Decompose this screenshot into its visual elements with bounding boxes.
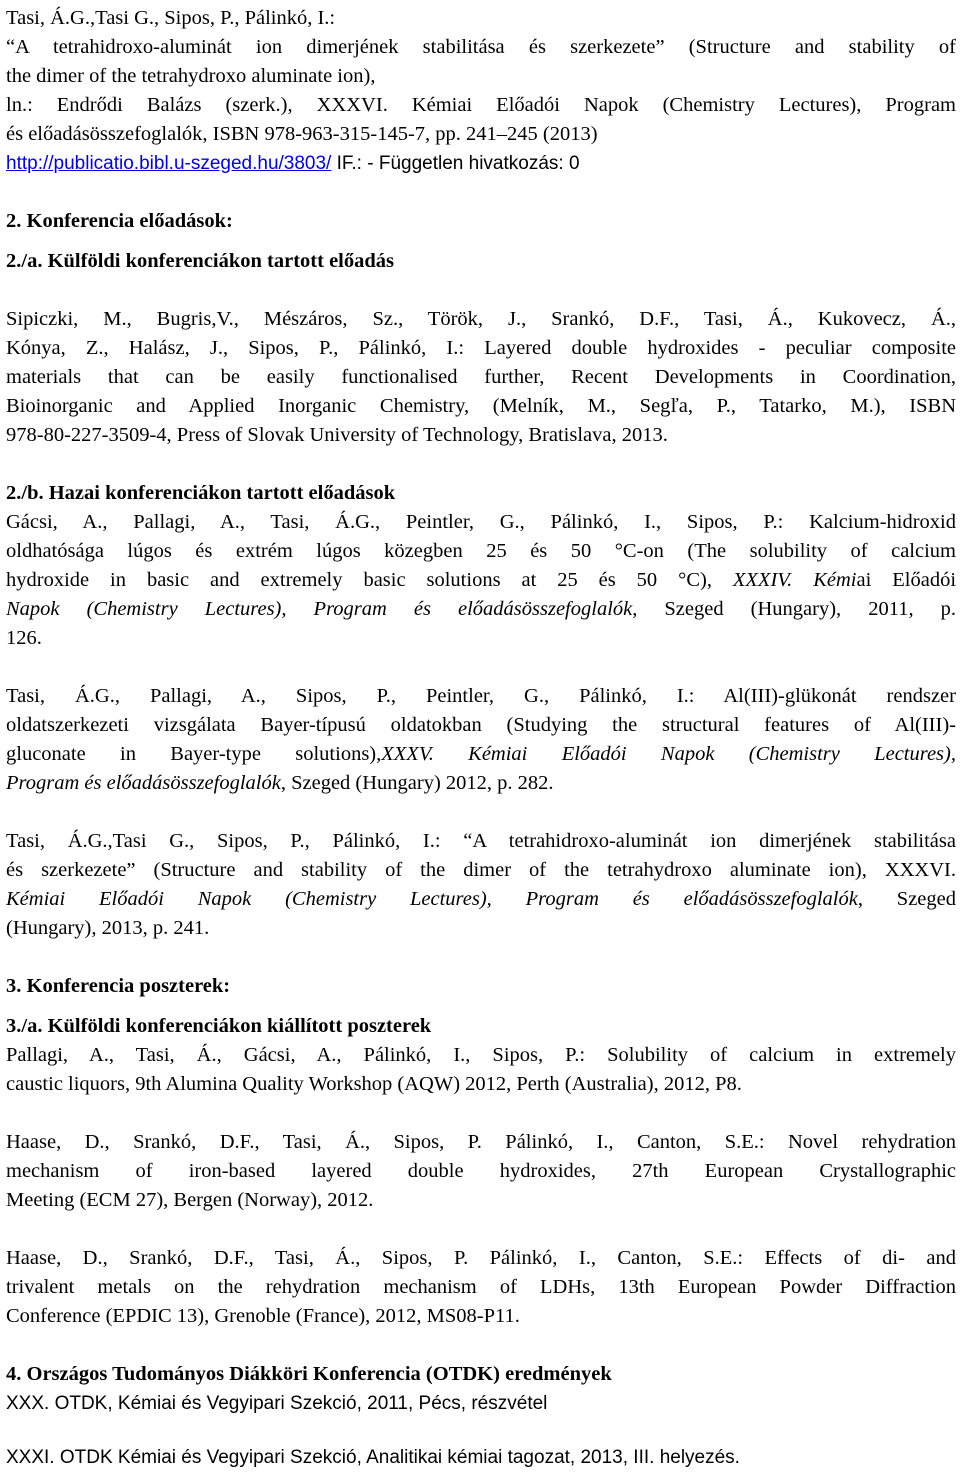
ref-title-line: the dimer of the tetrahydroxo aluminate ion), <box>6 65 376 87</box>
ref-line: és szerkezete” (Structure and stability of the dimer of the tetrahydroxo aluminate ion), XXXVI. <box>6 859 956 881</box>
otdk-item: XXXI. OTDK Kémiai és Vegyipari Szekció, Analitikai kémiai tagozat, 2013, III. helyezés. <box>6 1447 740 1468</box>
ref-authors: Tasi, Á.G.,Tasi G., Sipos, P., Pálinkó, I.: <box>6 7 336 29</box>
ref-line: Haase, D., Srankó, D.F., Tasi, Á., Sipos, P. Pálinkó, I., Canton, S.E.: Effects of di- and <box>6 1247 956 1269</box>
ref-line <box>6 769 956 798</box>
section-heading: 3. Konferencia poszterek: <box>6 975 231 997</box>
ref-line: Conference (EPDIC 13), Grenoble (France), 2012, MS08-P11. <box>6 1305 520 1327</box>
ref-text: hydroxide in basic and extremely basic solutions at 25 és 50 °C), <box>6 569 733 591</box>
ref-conference-italic: Kémiai Előadói Napok (Chemistry Lectures), Program és előadásösszefoglalók <box>6 888 858 910</box>
ref-conference-italic: Napok (Chemistry Lectures), Program és előadásösszefoglalók <box>6 598 633 620</box>
ref-line: caustic liquors, 9th Alumina Quality Workshop (AQW) 2012, Perth (Australia), 2012, P8. <box>6 1073 742 1095</box>
ref-editor-line: ln.: Endrődi Balázs (szerk.), XXXVI. Kémiai Előadói Napok (Chemistry Lectures), Program <box>6 94 956 116</box>
ref-line <box>6 595 956 624</box>
ref-text: , Szeged <box>857 888 956 910</box>
ref-title-line: “A tetrahidroxo-aluminát ion dimerjének stabilitása és szerkezete” (Structure and stability of <box>6 36 956 58</box>
citation-count: IF.: - Független hivatkozás: 0 <box>331 153 580 174</box>
ref-line <box>6 885 956 914</box>
ref-text: , Szeged (Hungary) 2012, p. 282. <box>280 772 554 794</box>
ref-line: mechanism of iron-based layered double hydroxides, 27th European Crystallographic <box>6 1160 956 1182</box>
ref-text: gluconate in Bayer-type solutions), <box>6 743 382 765</box>
ref-line: oldatszerkezeti vizsgálata Bayer-típusú oldatokban (Studying the structural features of Al(III)- <box>6 714 956 736</box>
ref-line: Tasi, Á.G., Pallagi, A., Sipos, P., Peintler, G., Pálinkó, I.: Al(III)-glükonát rendszer <box>6 685 956 707</box>
ref-line: Kónya, Z., Halász, J., Sipos, P., Pálinkó, I.: Layered double hydroxides - peculiar composite <box>6 337 956 359</box>
ref-link-line <box>6 149 956 178</box>
ref-line: Gácsi, A., Pallagi, A., Tasi, Á.G., Peintler, G., Pálinkó, I., Sipos, P.: Kalcium-hidroxid <box>6 511 956 533</box>
ref-text: ai Előadói <box>856 569 956 591</box>
ref-line: Meeting (ECM 27), Bergen (Norway), 2012. <box>6 1189 374 1211</box>
ref-conference-italic: Program és előadásösszefoglalók <box>6 772 281 794</box>
ref-conference-italic: XXXV. Kémiai Előadói Napok (Chemistry Lectures), <box>381 743 956 765</box>
ref-line: Sipiczki, M., Bugris,V., Mészáros, Sz., Török, J., Srankó, D.F., Tasi, Á., Kukovecz, Á., <box>6 308 956 330</box>
subsection-heading: 2./a. Külföldi konferenciákon tartott előadás <box>6 250 394 272</box>
ref-isbn-line: és előadásösszefoglalók, ISBN 978-963-315-145-7, pp. 241–245 (2013) <box>6 123 598 145</box>
ref-line: Pallagi, A., Tasi, Á., Gácsi, A., Pálinkó, I., Sipos, P.: Solubility of calcium in extremely <box>6 1044 956 1066</box>
ref-line: Tasi, Á.G.,Tasi G., Sipos, P., Pálinkó, I.: “A tetrahidroxo-aluminát ion dimerjének stabilitása <box>6 830 956 852</box>
ref-line: 126. <box>6 627 42 649</box>
subsection-heading: 3./a. Külföldi konferenciákon kiállított poszterek <box>6 1015 432 1037</box>
ref-conference-italic: XXXIV. Kémi <box>732 569 857 591</box>
subsection-heading: 2./b. Hazai konferenciákon tartott előadások <box>6 482 396 504</box>
ref-line: 978-80-227-3509-4, Press of Slovak University of Technology, Bratislava, 2013. <box>6 424 668 446</box>
section-heading: 4. Országos Tudományos Diákköri Konferencia (OTDK) eredmények <box>6 1363 612 1385</box>
ref-line: Haase, D., Srankó, D.F., Tasi, Á., Sipos, P. Pálinkó, I., Canton, S.E.: Novel rehydration <box>6 1131 956 1153</box>
ref-text: , Szeged (Hungary), 2011, p. <box>632 598 956 620</box>
ref-line: trivalent metals on the rehydration mechanism of LDHs, 13th European Powder Diffraction <box>6 1276 956 1298</box>
publication-link[interactable]: http://publicatio.bibl.u-szeged.hu/3803/ <box>6 153 332 174</box>
section-heading: 2. Konferencia előadások: <box>6 210 233 232</box>
ref-line: oldhatósága lúgos és extrém lúgos közegben 25 és 50 °C-on (The solubility of calcium <box>6 540 956 562</box>
ref-line: (Hungary), 2013, p. 241. <box>6 917 210 939</box>
ref-line <box>6 740 956 769</box>
ref-line: materials that can be easily functionalised further, Recent Developments in Coordination, <box>6 366 956 388</box>
otdk-item: XXX. OTDK, Kémiai és Vegyipari Szekció, 2011, Pécs, részvétel <box>6 1393 548 1414</box>
ref-line <box>6 566 956 595</box>
ref-line: Bioinorganic and Applied Inorganic Chemistry, (Melník, M., Segľa, P., Tatarko, M.), ISBN <box>6 395 956 417</box>
